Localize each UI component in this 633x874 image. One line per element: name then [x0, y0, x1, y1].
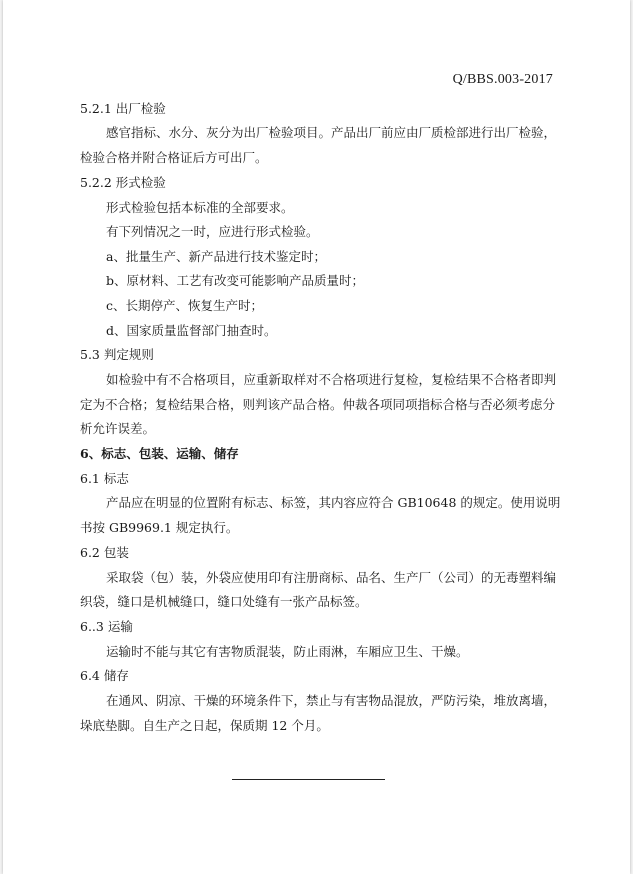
list-item-c: c、长期停产、恢复生产时； [106, 298, 264, 313]
section-5-2-1-text-line-2: 检验合格并附合格证后方可出厂。 [80, 150, 268, 165]
list-item-d: d、国家质量监督部门抽查时。 [106, 323, 277, 338]
section-6-2-text-line-2: 织袋，缝口是机械缝口，缝口处缝有一张产品标签。 [80, 594, 368, 609]
document-code: Q/BBS.003-2017 [452, 72, 553, 87]
section-5-3-heading: 5.3 判定规则 [80, 347, 154, 362]
section-6-4-text-line-1: 在通风、阴凉、干燥的环境条件下，禁止与有害物品混放，严防污染，堆放离墙， [106, 693, 557, 708]
section-6-1-text-line-1: 产品应在明显的位置附有标志、标签，其内容应符合 GB10648 的规定。使用说明 [106, 495, 561, 510]
section-5-2-2-text-line-1: 形式检验包括本标准的全部要求。 [106, 200, 294, 215]
section-5-2-2-text-line-2: 有下列情况之一时，应进行形式检验。 [106, 224, 319, 239]
section-5-3-text-line-3: 析允许误差。 [80, 421, 156, 436]
section-5-2-2-heading: 5.2.2 形式检验 [80, 175, 166, 190]
end-of-document-rule [232, 779, 385, 780]
section-6-4-heading: 6.4 储存 [80, 668, 129, 683]
section-5-3-text-line-2: 定为不合格；复检结果合格，则判该产品合格。仲裁各项同项指标合格与否必须考虑分 [80, 397, 556, 412]
list-item-a: a、批量生产、新产品进行技术鉴定时； [106, 249, 326, 264]
section-6-1-heading: 6.1 标志 [80, 471, 129, 486]
list-item-b: b、原材料、工艺有改变可能影响产品质量时； [106, 273, 365, 288]
section-6-2-heading: 6.2 包装 [80, 545, 129, 560]
section-6-heading: 6、标志、包装、运输、储存 [80, 446, 239, 461]
section-5-2-1-text-line-1: 感官指标、水分、灰分为出厂检验项目。产品出厂前应由厂质检部进行出厂检验， [106, 125, 557, 140]
section-5-2-1-heading: 5.2.1 出厂检验 [80, 101, 166, 116]
section-6-4-text-line-2: 垛底垫脚。自生产之日起，保质期 12 个月。 [80, 718, 329, 733]
section-6-3-text-line-1: 运输时不能与其它有害物质混装，防止雨淋，车厢应卫生、干燥。 [106, 644, 469, 659]
section-6-1-text-line-2: 书按 GB9969.1 规定执行。 [80, 520, 239, 535]
section-6-2-text-line-1: 采取袋（包）装，外袋应使用印有注册商标、品名、生产厂（公司）的无毒塑料编 [106, 570, 557, 585]
document-page [3, 0, 630, 874]
section-5-3-text-line-1: 如检验中有不合格项目，应重新取样对不合格项进行复检，复检结果不合格者即判 [106, 372, 557, 387]
section-6-3-heading: 6..3 运输 [80, 619, 133, 634]
